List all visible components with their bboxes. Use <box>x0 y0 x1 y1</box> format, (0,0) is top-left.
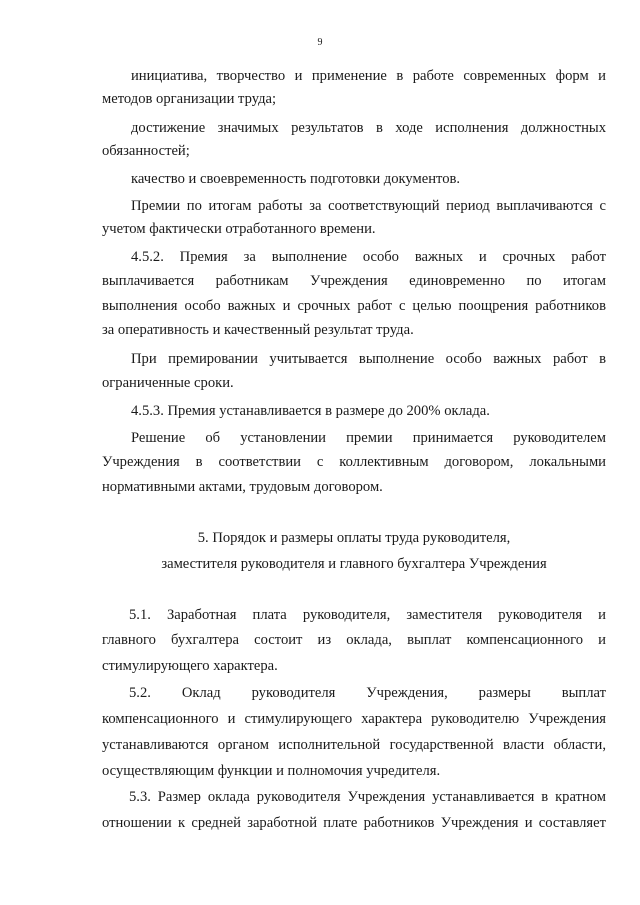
text-line: 5.3. Размер оклада руководителя Учреждения устанавливается в кратном <box>129 789 606 805</box>
text-line: достижение значимых результатов в ходе исполнения должностных <box>131 120 606 136</box>
text-line: 4.5.3. Премия устанавливается в размере до 200% оклада. <box>131 403 490 419</box>
section-heading: заместителя руководителя и главного бухгалтера Учреждения <box>161 556 547 572</box>
text-line: Решение об установлении премии принимается руководителем <box>131 430 606 446</box>
text-line: 5.2. Оклад руководителя Учреждения, размеры выплат <box>129 685 606 701</box>
text-line: устанавливаются органом исполнительной государственной власти области, <box>102 737 606 753</box>
text-line: стимулирующего характера. <box>102 658 278 674</box>
text-line: 4.5.2. Премия за выполнение особо важных и срочных работ <box>131 249 606 265</box>
text-line: При премировании учитывается выполнение особо важных работ в <box>131 351 606 367</box>
text-line: компенсационного и стимулирующего характера руководителю Учреждения <box>102 711 606 727</box>
text-line: инициатива, творчество и применение в работе современных форм и <box>131 68 606 84</box>
page-number: 9 <box>317 37 323 48</box>
text-line: обязанностей; <box>102 143 190 159</box>
text-line: Премии по итогам работы за соответствующий период выплачиваются с <box>131 198 606 214</box>
text-line: отношении к средней заработной плате работников Учреждения и составляет <box>102 815 606 831</box>
text-line: качество и своевременность подготовки документов. <box>131 171 461 187</box>
text-line: нормативными актами, трудовым договором. <box>102 479 383 495</box>
text-line: Учреждения в соответствии с коллективным договором, локальными <box>102 454 606 470</box>
text-line: учетом фактически отработанного времени. <box>102 221 376 237</box>
text-line: выполнения особо важных и срочных работ с целью поощрения работников <box>102 298 606 314</box>
section-heading: 5. Порядок и размеры оплаты труда руководителя, <box>197 530 511 546</box>
text-line: методов организации труда; <box>102 91 277 107</box>
text-line: за оперативность и качественный результат труда. <box>102 322 414 338</box>
text-line: ограниченные сроки. <box>102 375 234 391</box>
text-line: главного бухгалтера состоит из оклада, выплат компенсационного и <box>102 632 606 648</box>
text-line: 5.1. Заработная плата руководителя, заместителя руководителя и <box>129 607 606 623</box>
text-line: осуществляющим функции и полномочия учредителя. <box>102 763 441 779</box>
text-line: выплачивается работникам Учреждения единовременно по итогам <box>102 273 606 289</box>
